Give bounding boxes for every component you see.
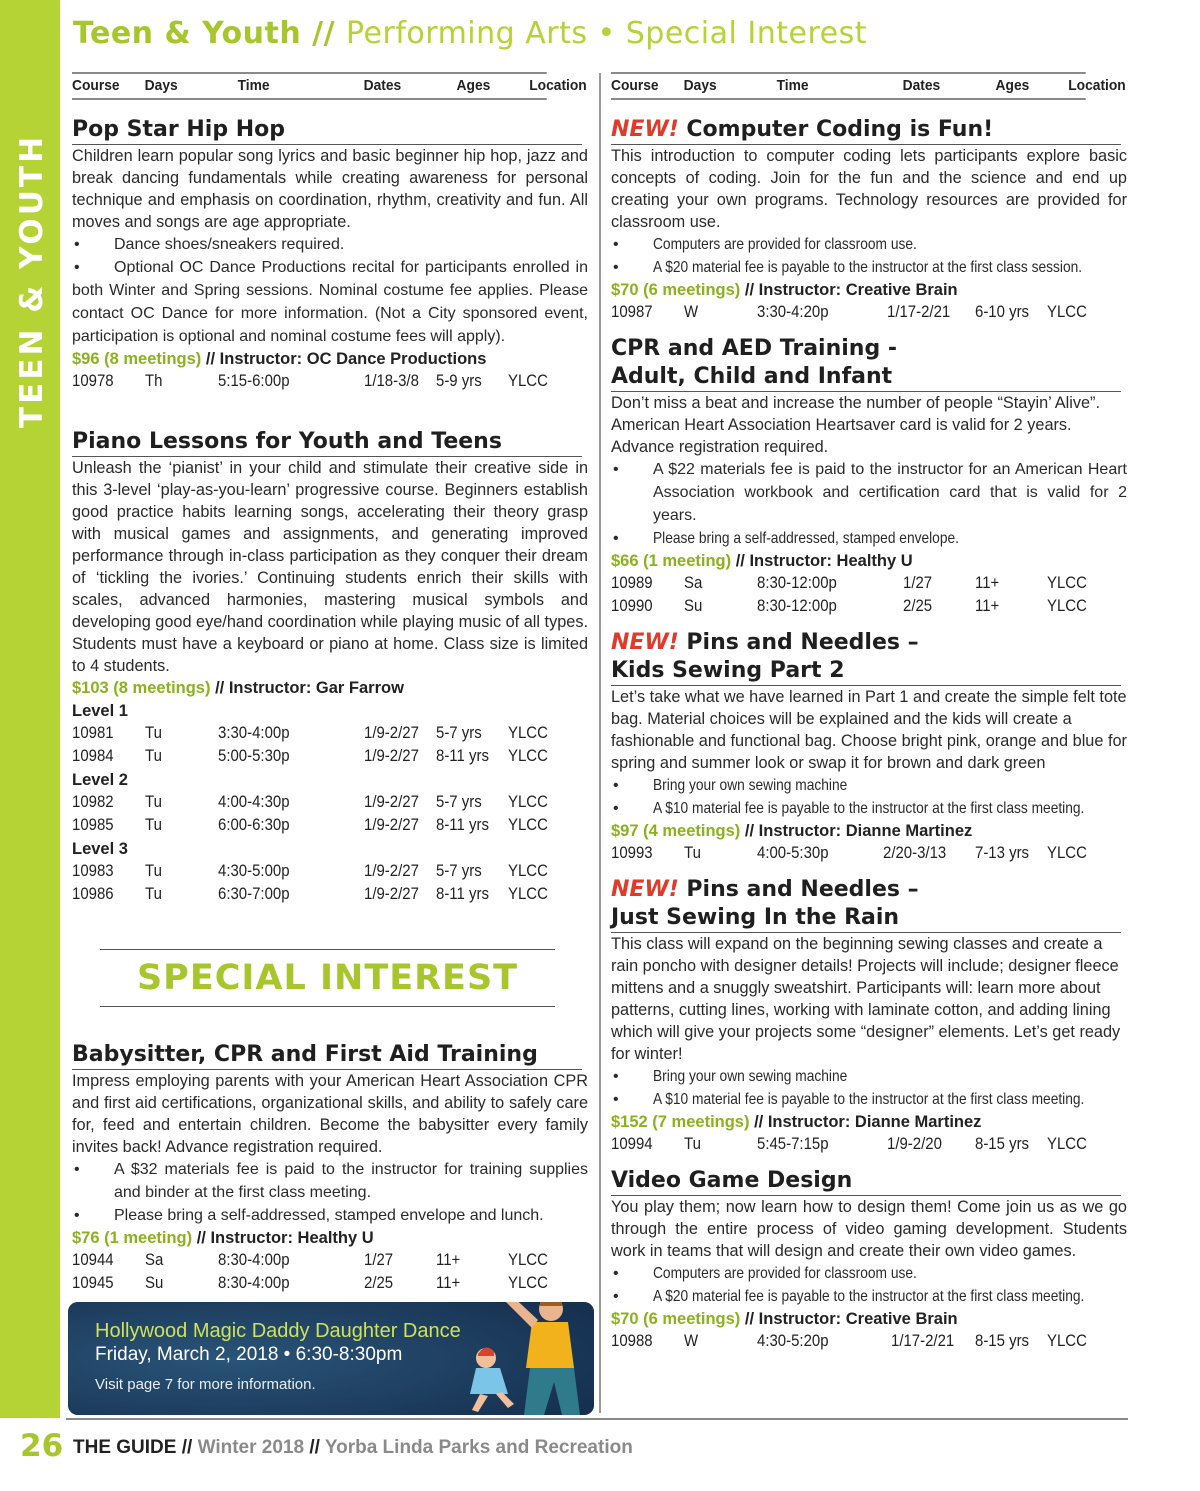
course-bullet: • Bring your own sewing machine xyxy=(613,777,848,794)
table-row: 10981 Tu 3:30-4:00p 1/9-2/27 5-7 yrs YLCC xyxy=(72,723,548,742)
course-bullet: • A $10 material fee is payable to the instructor at the first class meeting. xyxy=(613,1091,1085,1108)
course-bullet: • Bring your own sewing machine xyxy=(613,1068,848,1085)
promo-date: Friday, March 2, 2018 • 6:30-8:30pm xyxy=(95,1344,403,1365)
header-course: Course xyxy=(72,77,120,94)
footer-sep: // xyxy=(309,1437,320,1458)
sidebar-band xyxy=(0,0,60,1418)
sidebar-label: TEEN & YOUTH xyxy=(14,133,50,428)
table-row: 10988 W 4:30-5:20p 1/17-2/21 8-15 yrs YLCC xyxy=(611,1331,1087,1350)
course-pop-star xyxy=(72,116,588,394)
header-days: Days xyxy=(144,77,178,94)
table-row: 10989 Sa 8:30-12:00p 1/27 11+ YLCC xyxy=(611,573,1087,592)
table-row: 10986 Tu 6:30-7:00p 1/9-2/27 8-11 yrs YLCC xyxy=(72,884,548,903)
footer-org: Yorba Linda Parks and Recreation xyxy=(319,1437,633,1458)
table-row: 10982 Tu 4:00-4:30p 1/9-2/27 5-7 yrs YLCC xyxy=(72,792,548,811)
page-title-sep: // xyxy=(301,16,347,51)
course-bullet: • A $22 materials fee is paid to the instructor for an American Heart Association workbook and certification card that is valid for 2 years. xyxy=(613,461,1127,524)
course-description: Let’s take what we have learned in Part 1 and create the simple felt tote bag. Material choices will be explained and the kids will create a fashionable and functional bag. Choose bright pink, orange and blue for spring and summer look or swap it for brown and dark green xyxy=(611,688,1127,772)
course-price: $97 (4 meetings) // Instructor: Dianne Martinez xyxy=(611,822,973,840)
course-price: $96 (8 meetings) // Instructor: OC Dance Productions xyxy=(72,350,487,368)
header-location: Location xyxy=(529,77,587,94)
course-title-line1: NEW! Pins and Needles – xyxy=(611,630,919,655)
course-price: $66 (1 meeting) // Instructor: Healthy U xyxy=(611,552,913,570)
course-sewing-part2 xyxy=(611,629,1127,866)
page-title-main: Teen & Youth xyxy=(73,16,302,51)
course-price: $70 (6 meetings) // Instructor: Creative Brain xyxy=(611,1310,958,1328)
footer-rule xyxy=(66,1418,1128,1420)
promo-banner[interactable] xyxy=(68,1302,594,1415)
table-row: 10984 Tu 5:00-5:30p 1/9-2/27 8-11 yrs YLCC xyxy=(72,746,548,765)
level-label: Level 1 xyxy=(72,702,128,720)
table-row: 10985 Tu 6:00-6:30p 1/9-2/27 8-11 yrs YLCC xyxy=(72,815,548,834)
course-description: Children learn popular song lyrics and basic beginner hip hop, jazz and break dancing fundamentals while creating awareness for personal technique and emphasis on coordination, rhythm, creativity and fun. All moves and songs are age appropriate. xyxy=(72,147,588,231)
course-piano xyxy=(72,428,588,907)
left-column xyxy=(72,72,588,907)
course-title-line1: NEW! Pins and Needles – xyxy=(611,877,919,902)
header-dates: Dates xyxy=(363,77,402,94)
level-label: Level 3 xyxy=(72,840,128,858)
course-description: Don’t miss a beat and increase the number of people “Stayin’ Alive”. American Heart Association Heartsaver card is valid for 2 years. Advance registration required. xyxy=(611,394,1101,456)
course-bullet: • Dance shoes/sneakers required. xyxy=(74,236,345,253)
course-title: Babysitter, CPR and First Aid Training xyxy=(72,1041,582,1070)
course-description: This introduction to computer coding lets participants explore basic concepts of coding. Join for the fun and the science and end up creating your own programs. Technology resources are provided for classroom use. xyxy=(611,147,1127,231)
table-row: 10945 Su 8:30-4:00p 2/25 11+ YLCC xyxy=(72,1273,548,1292)
header-location: Location xyxy=(1068,77,1126,94)
special-interest-heading: SPECIAL INTEREST xyxy=(100,949,555,1007)
promo-title: Hollywood Magic Daddy Daughter Dance xyxy=(95,1320,461,1342)
header-ages: Ages xyxy=(995,77,1030,94)
course-description: This class will expand on the beginning sewing classes and create a rain poncho with designer details! Projects will include; designer fleece mittens and a snuggly sweatshirt. Participants will: learn more about patterns, cutting lines, working with laminate cotton, and adding lining which will give your projects some “designer” elements. Let’s get ready for winter! xyxy=(611,935,1121,1063)
course-bullet: • A $32 materials fee is paid to the instructor for training supplies and binder at the first class meeting. xyxy=(74,1161,588,1201)
course-bullet: • Computers are provided for classroom use. xyxy=(613,1265,917,1282)
course-bullet: • A $20 material fee is payable to the instructor at the first class meeting. xyxy=(613,1288,1085,1305)
header-dates: Dates xyxy=(902,77,941,94)
course-price: $76 (1 meeting) // Instructor: Healthy U xyxy=(72,1229,374,1247)
course-description: Impress employing parents with your American Heart Association CPR and first aid certifications, organizational skills, and ability to safely care for, feed and entertain children. Become the babysitter every family invites back! Advance registration required. xyxy=(72,1072,588,1156)
course-bullet: • Computers are provided for classroom use. xyxy=(613,236,917,253)
table-header xyxy=(72,72,587,100)
table-row: 10944 Sa 8:30-4:00p 1/27 11+ YLCC xyxy=(72,1250,548,1269)
course-sewing-rain xyxy=(611,876,1127,1157)
course-price: $70 (6 meetings) // Instructor: Creative Brain xyxy=(611,281,958,299)
course-price: $103 (8 meetings) // Instructor: Gar Farrow xyxy=(72,679,404,697)
course-bullet: • A $20 material fee is payable to the instructor at the first class session. xyxy=(613,259,1083,276)
header-time: Time xyxy=(237,77,270,94)
promo-note: Visit page 7 for more information. xyxy=(95,1376,316,1393)
course-description: Unleash the ‘pianist’ in your child and stimulate their creative side in this 3-level ‘play-as-you-learn’ progressive course. Beginners establish good practice habits learning songs, accelerating their theory grasp with musical games and assignments, and generating improved performance through in-class participation as they conquer their dream of ‘tickling the ivories.’ Continuing students enrich their skills with scales, advanced harmonies, mastering musical symbols and developing good eye/hand coordination while playing music of all types. Students must have a keyboard or piano at home. Class size is limited to 4 students. xyxy=(72,459,588,675)
right-column xyxy=(611,72,1127,1354)
footer-guide: THE GUIDE // xyxy=(73,1437,193,1458)
course-title-line2: Kids Sewing Part 2 xyxy=(611,657,1121,686)
header-days: Days xyxy=(683,77,717,94)
page-title xyxy=(73,16,867,51)
table-row: 10987 W 3:30-4:20p 1/17-2/21 6-10 yrs YLCC xyxy=(611,302,1087,321)
table-row: 10994 Tu 5:45-7:15p 1/9-2/20 8-15 yrs YLCC xyxy=(611,1134,1087,1153)
column-divider xyxy=(599,73,601,1413)
table-row: 10993 Tu 4:00-5:30p 2/20-3/13 7-13 yrs YLCC xyxy=(611,843,1087,862)
course-video-game xyxy=(611,1167,1127,1354)
course-babysitter xyxy=(72,1041,588,1296)
course-title: NEW! Computer Coding is Fun! xyxy=(611,116,1121,145)
course-bullet: • Please bring a self-addressed, stamped envelope and lunch. xyxy=(74,1207,544,1224)
table-row: 10978 Th 5:15-6:00p 1/18-3/8 5-9 yrs YLCC xyxy=(72,371,548,390)
course-title-line1: CPR and AED Training - xyxy=(611,336,897,361)
footer xyxy=(73,1437,633,1459)
page-title-sub: Performing Arts • Special Interest xyxy=(346,16,867,51)
course-bullet: • Optional OC Dance Productions recital for participants enrolled in both Winter and Spring sessions. Nominal costume fee applies. Please contact OC Dance for more information. (Not a City sponsored event, participation is optional and nominal costume fees will apply). xyxy=(72,259,588,345)
course-coding xyxy=(611,116,1127,325)
table-row: 10983 Tu 4:30-5:00p 1/9-2/27 5-7 yrs YLCC xyxy=(72,861,548,880)
course-cpr xyxy=(611,335,1127,619)
header-course: Course xyxy=(611,77,659,94)
course-title: Pop Star Hip Hop xyxy=(72,116,582,145)
course-title: Video Game Design xyxy=(611,1167,1121,1196)
header-ages: Ages xyxy=(456,77,491,94)
page-number: 26 xyxy=(20,1428,64,1464)
footer-season: Winter 2018 xyxy=(192,1437,310,1458)
course-title-line2: Adult, Child and Infant xyxy=(611,363,1121,392)
course-bullet: • Please bring a self-addressed, stamped envelope. xyxy=(613,530,959,547)
course-price: $152 (7 meetings) // Instructor: Dianne Martinez xyxy=(611,1113,982,1131)
course-bullet: • A $10 material fee is payable to the instructor at the first class meeting. xyxy=(613,800,1085,817)
course-title-line2: Just Sewing In the Rain xyxy=(611,904,1121,933)
course-description: You play them; now learn how to design them! Come join us as we go through the entire process of video gaming development. Students work in teams that will design and create their own video games. xyxy=(611,1198,1127,1260)
header-time: Time xyxy=(776,77,809,94)
table-row: 10990 Su 8:30-12:00p 2/25 11+ YLCC xyxy=(611,596,1087,615)
level-label: Level 2 xyxy=(72,771,128,789)
table-header xyxy=(611,72,1126,100)
course-title: Piano Lessons for Youth and Teens xyxy=(72,428,582,457)
